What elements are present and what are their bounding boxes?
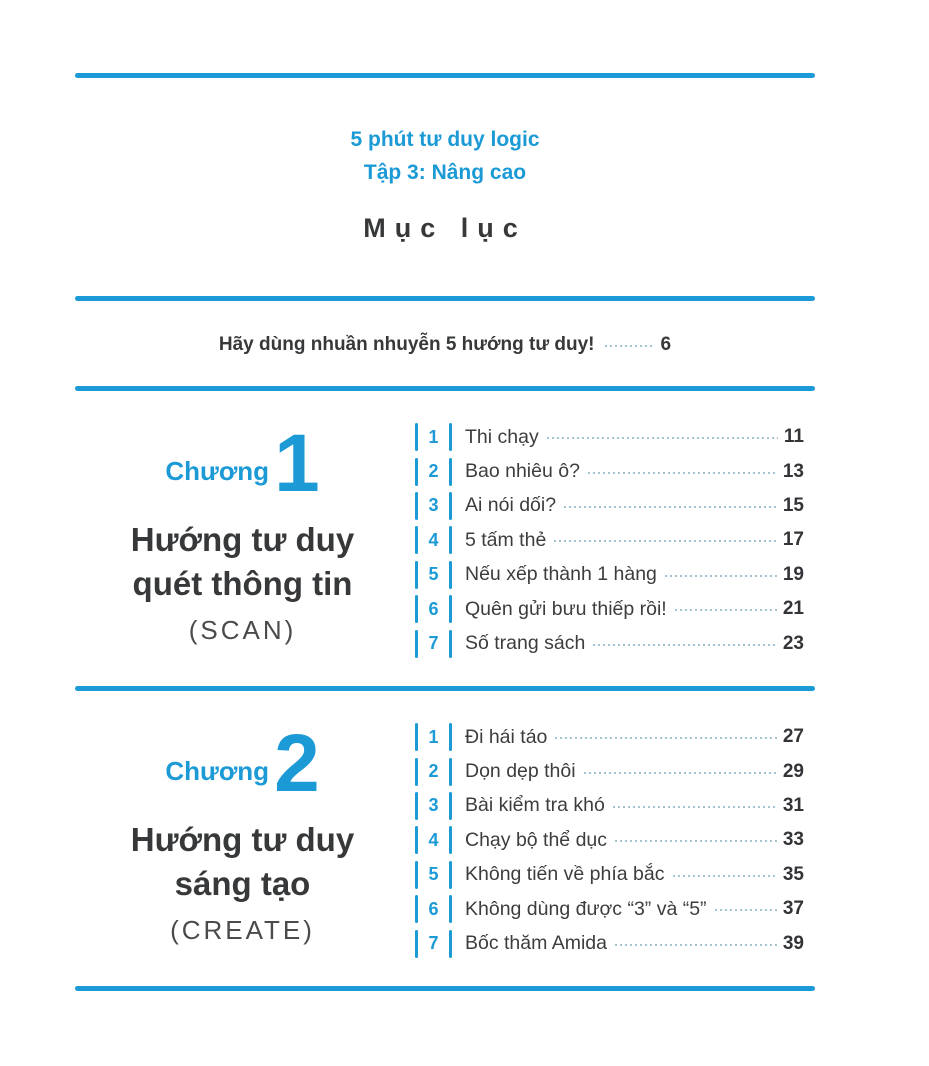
entry-title: Thi chạy xyxy=(465,425,539,448)
toc-entry xyxy=(415,626,804,660)
book-series-title: 5 phút tư duy logic xyxy=(350,128,540,151)
entry-number: 4 xyxy=(428,829,439,850)
chapter-entry-list xyxy=(415,720,804,961)
entry-number: 1 xyxy=(428,726,439,747)
entry-number: 3 xyxy=(428,795,439,816)
chapter-number: 1 xyxy=(274,418,320,509)
toc-entry xyxy=(415,489,804,523)
entry-title: Ai nói dối? xyxy=(465,494,557,517)
entry-number: 1 xyxy=(428,426,439,447)
entry-divider-bar xyxy=(449,595,452,623)
toc-entry xyxy=(415,420,804,454)
entry-title: 5 tấm thẻ xyxy=(465,528,547,551)
chapter-entry-list xyxy=(415,420,804,661)
entry-title: Quên gửi bưu thiếp rồi! xyxy=(465,597,667,620)
toc-entry xyxy=(415,789,804,823)
entry-number: 6 xyxy=(428,598,439,619)
toc-entry-intro xyxy=(75,331,815,359)
dotted-leader xyxy=(675,609,777,611)
entry-page: 33 xyxy=(782,829,804,851)
entry-page: 15 xyxy=(782,494,804,516)
entry-number: 6 xyxy=(428,898,439,919)
entry-number: 7 xyxy=(428,933,439,954)
book-volume-title: Tập 3: Nâng cao xyxy=(363,161,527,184)
entry-divider-bar xyxy=(449,792,452,820)
entry-divider-bar xyxy=(449,630,452,658)
entry-number: 3 xyxy=(428,495,439,516)
toc-entry xyxy=(415,592,804,626)
toc-entry xyxy=(415,558,804,592)
entry-page: 17 xyxy=(782,529,804,551)
entry-number: 4 xyxy=(428,529,439,550)
entry-page: 29 xyxy=(782,760,804,782)
entry-page: 21 xyxy=(782,598,804,620)
header-divider xyxy=(75,296,815,301)
entry-page: 31 xyxy=(782,794,804,816)
entry-title: Bài kiểm tra khó xyxy=(465,794,605,817)
intro-entry-page: 6 xyxy=(660,334,672,355)
chapter-name-line2: quét thông tin xyxy=(132,564,353,602)
page-title: Mục lục xyxy=(363,213,527,243)
dotted-leader xyxy=(547,437,778,439)
dotted-leader xyxy=(615,944,777,946)
toc-entry xyxy=(415,523,804,557)
dotted-leader xyxy=(715,909,777,911)
chapter-heading xyxy=(75,718,410,946)
entry-number: 2 xyxy=(428,761,439,782)
chapter-label-row xyxy=(75,418,410,509)
entry-title: Chạy bộ thể dục xyxy=(465,828,608,851)
entry-title: Đi hái táo xyxy=(465,725,548,748)
dotted-leader xyxy=(584,772,777,774)
chapter-section xyxy=(75,386,816,686)
entry-divider-bar xyxy=(449,758,452,786)
entry-page: 37 xyxy=(782,898,804,920)
section-divider-2 xyxy=(75,686,815,691)
entry-title: Bốc thăm Amida xyxy=(465,932,607,955)
entry-title: Số trang sách xyxy=(465,632,586,655)
chapter-label: Chương xyxy=(165,756,270,786)
top-divider xyxy=(75,73,815,78)
chapter-number: 2 xyxy=(274,718,320,809)
chapter-name-line2: sáng tạo xyxy=(174,864,311,902)
entry-number: 5 xyxy=(428,864,439,885)
toc-entry xyxy=(415,858,804,892)
chapter-section xyxy=(75,686,816,986)
entry-page: 13 xyxy=(782,460,804,482)
entry-divider-bar xyxy=(449,526,452,554)
bottom-divider xyxy=(75,986,815,991)
dotted-leader xyxy=(613,806,777,808)
entry-divider-bar xyxy=(449,826,452,854)
toc-entry xyxy=(415,823,804,857)
entry-divider-bar xyxy=(449,458,452,486)
chapter-name xyxy=(75,818,410,905)
chapter-name xyxy=(75,518,410,605)
chapter-code: (SCAN) xyxy=(188,615,297,646)
entry-divider-bar xyxy=(449,895,452,923)
dotted-leader xyxy=(673,875,777,877)
entry-number: 5 xyxy=(428,564,439,585)
entry-page: 11 xyxy=(783,426,804,448)
entry-page: 39 xyxy=(782,932,804,954)
entry-divider-bar xyxy=(449,423,452,451)
chapter-heading xyxy=(75,418,410,646)
chapter-label: Chương xyxy=(165,456,270,486)
dotted-leader xyxy=(554,540,777,542)
entry-page: 35 xyxy=(782,863,804,885)
entry-title: Bao nhiêu ô? xyxy=(465,460,580,483)
entry-divider-bar xyxy=(449,492,452,520)
entry-divider-bar xyxy=(449,930,452,958)
dotted-leader xyxy=(605,345,653,347)
entry-divider-bar xyxy=(449,561,452,589)
dotted-leader xyxy=(564,506,777,508)
intro-entry-title: Hãy dùng nhuần nhuyễn 5 hướng tư duy! xyxy=(218,334,595,355)
entry-title: Dọn dẹp thôi xyxy=(465,760,576,783)
entry-number: 7 xyxy=(428,633,439,654)
entry-page: 27 xyxy=(782,726,804,748)
chapter-label-row xyxy=(75,718,410,809)
toc-entry xyxy=(415,454,804,488)
dotted-leader xyxy=(555,737,776,739)
entry-title: Không dùng được “3” và “5” xyxy=(465,897,707,920)
dotted-leader xyxy=(593,644,777,646)
toc-entry xyxy=(415,892,804,926)
chapter-code: (CREATE) xyxy=(170,915,315,946)
entry-divider-bar xyxy=(449,861,452,889)
entry-title: Không tiến về phía bắc xyxy=(465,863,665,886)
chapter-name-line1: Hướng tư duy xyxy=(130,821,355,858)
entry-page: 19 xyxy=(782,563,804,585)
toc-entry xyxy=(415,926,804,960)
dotted-leader xyxy=(615,840,777,842)
entry-number: 2 xyxy=(428,461,439,482)
entry-title: Nếu xếp thành 1 hàng xyxy=(465,563,657,586)
toc-entry xyxy=(415,754,804,788)
entry-divider-bar xyxy=(449,723,452,751)
dotted-leader xyxy=(665,575,777,577)
entry-page: 23 xyxy=(782,632,804,654)
toc-entry xyxy=(415,720,804,754)
chapter-name-line1: Hướng tư duy xyxy=(130,521,355,558)
dotted-leader xyxy=(588,472,777,474)
